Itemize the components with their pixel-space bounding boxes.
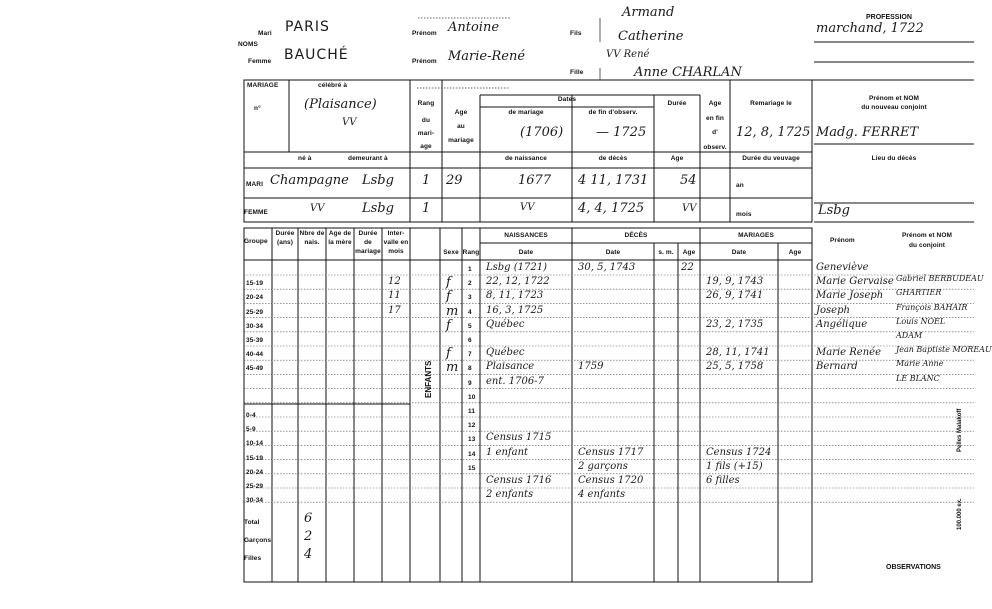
deces-age-header: Age <box>682 249 696 256</box>
age-fin-label-4: observ. <box>703 144 727 151</box>
sexe-header: Sexe <box>443 249 459 256</box>
rang-cell: 11 <box>468 408 476 415</box>
mariage-cell: 19, 9, 1743 <box>706 276 764 288</box>
rang-cell: 3 <box>468 294 472 302</box>
deces-cell: Census 1720 <box>578 475 644 486</box>
sm-header: s. m. <box>658 249 674 256</box>
group-label-top: 25-29 <box>246 308 264 316</box>
prenom-cell: Marie Joseph <box>816 290 884 302</box>
femme-surname: BAUCHÉ <box>284 47 349 63</box>
remariage-label: Remariage le <box>750 100 792 107</box>
mari-row-label: MARI <box>246 181 264 188</box>
conjoint-cell: François BAHAIR <box>896 302 968 312</box>
ne-a-label: né à <box>298 155 312 162</box>
mariage-cell: 1 fils (+15) <box>706 460 763 472</box>
mariage-place: (Plaisance) <box>304 97 377 112</box>
conjoint-cell: Jean Baptiste MOREAU <box>896 345 992 355</box>
mari-birthplace: Champagne <box>270 173 349 188</box>
femme-age-deces: VV <box>682 203 697 214</box>
rang-cell: 9 <box>468 379 472 387</box>
rang-cell: 5 <box>468 322 472 330</box>
lieu-deces: Lsbg <box>818 203 850 218</box>
rang-cell: 10 <box>468 393 476 401</box>
deces-cell: 30, 5, 1743 <box>578 262 636 273</box>
garcons-value: 2 <box>304 529 313 544</box>
rang-cell: 7 <box>468 351 472 359</box>
mariage-date-header: Date <box>731 249 747 256</box>
rang-cell: 15 <box>468 464 476 472</box>
naissances-header: NAISSANCES <box>504 232 548 239</box>
rang-cell: 6 <box>468 337 472 344</box>
mois-label: mois <box>736 211 752 218</box>
age-fin-label-1: Age <box>708 100 722 107</box>
interval-cell: 11 <box>388 290 401 302</box>
group-label-top: 35-39 <box>246 337 264 344</box>
rang-header: Rang <box>462 249 480 256</box>
duree-mariage-header-1: Durée <box>358 230 378 237</box>
naissance-cell: 22, 12, 1722 <box>486 276 550 288</box>
naissance-cell: ent. 1706-7 <box>486 375 544 387</box>
sexe-cell: m <box>446 303 459 319</box>
rang-label-4: age <box>420 143 432 150</box>
rang-label-3: mari- <box>417 130 435 137</box>
naissance-cell: Québec <box>486 318 525 330</box>
conjoint-cell: LE BLANC <box>896 373 940 383</box>
naissance-cell: 1 enfant <box>486 446 529 458</box>
mari-rang: 1 <box>422 173 431 188</box>
celebre-label: célébré à <box>318 82 348 89</box>
naissance-cell: Plaisance <box>486 361 535 373</box>
femme-birthplace: VV <box>310 203 325 214</box>
naissance-cell: Census 1716 <box>486 475 552 486</box>
age-mere-header-1: Age de <box>328 230 352 237</box>
duree-ans-header-1: Durée <box>275 230 295 237</box>
age-fin-label-2: en fin <box>706 115 724 122</box>
prenom-cell: Marie Renée <box>816 347 881 359</box>
conjoint-cell: GHARTIER <box>896 288 942 298</box>
sexe-cell: f <box>446 317 451 333</box>
prenom-nom-label-1: Prénom et NOM <box>868 95 920 102</box>
group-label-bottom: 30-34 <box>246 497 264 505</box>
mariage-cell: 26, 9, 1741 <box>706 290 764 302</box>
femme-label: Femme <box>248 58 272 65</box>
filles-value: 4 <box>304 547 313 562</box>
fils-parents-mother: Catherine <box>618 29 684 44</box>
lieu-deces-label: Lieu du décès <box>871 155 917 162</box>
mari-age: 29 <box>446 173 463 188</box>
group-label-bottom: 20-24 <box>246 468 264 476</box>
intervalle-header-3: mois <box>388 248 404 255</box>
duree-mariage-header-3: mariage <box>355 248 381 255</box>
mari-label: Mari <box>258 30 272 37</box>
mariage-cell: 23, 2, 1735 <box>706 318 764 330</box>
naissance-cell: Lsbg (1721) <box>486 262 548 273</box>
age-label-1: Age <box>454 109 468 116</box>
mari-residence: Lsbg <box>362 173 394 188</box>
nbre-nais-header-1: Nbre de <box>299 230 325 237</box>
mariage-age-header: Age <box>788 249 802 256</box>
rang-cell: 2 <box>468 280 472 288</box>
duree-label: Durée <box>667 100 687 107</box>
conjoint-cell: Marie Anne <box>896 359 944 369</box>
age-label-2: au <box>457 123 465 130</box>
duree-mariage-header-2: de <box>364 239 372 246</box>
mariage-date: (1706) <box>520 125 564 140</box>
deces-age-cell: 22 <box>681 262 694 273</box>
group-label-top: 45-49 <box>246 365 264 373</box>
duree-ans-header-2: (ans) <box>276 239 294 246</box>
mari-naissance: 1677 <box>518 173 552 188</box>
age-col-label: Age <box>670 155 684 162</box>
group-label-top: 40-44 <box>246 351 264 359</box>
intervalle-header-2: valle en <box>383 239 409 246</box>
fils-label: Fils <box>570 30 582 37</box>
interval-cell: 12 <box>388 276 401 288</box>
naissance-cell: 16, 3, 1725 <box>486 304 544 316</box>
age-mere-header-2: la mère <box>328 239 352 246</box>
mari-surname: PARIS <box>285 19 330 35</box>
prenom-cell: Marie Gervaise <box>816 276 894 288</box>
group-label-bottom: 25-29 <box>246 483 264 490</box>
rang-label-1: Rang <box>417 100 435 107</box>
deces-cell: 1759 <box>578 361 604 373</box>
dates-label: Dates <box>557 96 577 103</box>
copies-imprint: 100.000 ex. <box>957 498 963 530</box>
fin-observ-label: de fin d'observ. <box>588 109 638 116</box>
prenom-nom-label-2: du nouveau conjoint <box>861 104 927 111</box>
group-label-top: 20-24 <box>246 294 264 302</box>
femme-firstname: Marie-René <box>448 49 526 64</box>
de-mariage-label: de mariage <box>508 109 544 116</box>
age-fin-label-3: d' <box>712 129 718 136</box>
duree-veuvage-label: Durée du veuvage <box>742 155 800 162</box>
rang-cell: 14 <box>468 450 476 458</box>
group-label-bottom: 0-4 <box>246 412 256 419</box>
observations-label: OBSERVATIONS <box>886 564 941 571</box>
filles-label: Filles <box>244 555 262 562</box>
mariage-cell: 25, 5, 1758 <box>706 361 764 373</box>
femme-deces: 4, 4, 1725 <box>578 201 645 216</box>
enfants-side-label: ENFANTS <box>424 360 433 398</box>
naissance-cell: 8, 11, 1723 <box>486 290 544 302</box>
fille-parents: Anne CHARLAN <box>634 65 742 80</box>
rang-cell: 8 <box>468 365 472 373</box>
mariages-header: MARIAGES <box>738 232 774 239</box>
naissance-cell: Census 1715 <box>486 432 552 444</box>
interval-cell: 17 <box>388 304 401 316</box>
femme-naissance: VV <box>520 202 535 213</box>
mari-firstname: Antoine <box>448 20 500 35</box>
prenom-nom-header-2: du conjoint <box>908 242 946 249</box>
mari-age-deces: 54 <box>680 173 697 188</box>
conjoint-cell: Gabriel BERBUDEAU <box>896 274 984 284</box>
sexe-cell: m <box>446 360 459 376</box>
age-label-3: mariage <box>448 137 474 144</box>
mariage-label: MARIAGE <box>247 82 279 89</box>
conjoint-cell: ADAM <box>896 331 923 340</box>
demeurant-label: demeurant à <box>348 155 388 162</box>
prenom-cell: Bernard <box>816 361 858 373</box>
profession-label: PROFESSION <box>866 14 912 21</box>
group-label-top: 30-34 <box>246 322 264 330</box>
prenom-cell: Geneviève <box>816 262 869 273</box>
deces-cell: 2 garçons <box>578 460 628 472</box>
femme-prenom-label: Prénom <box>412 58 437 65</box>
prenom-nom-header-1: Prénom et NOM <box>901 232 953 239</box>
nouveau-conjoint: Madg. FERRET <box>816 125 919 140</box>
remariage-date: 12, 8, 1725 <box>736 125 811 140</box>
sexe-cell: f <box>446 346 451 362</box>
noms-label: NOMS <box>238 41 258 48</box>
mari-prenom-label: Prénom <box>412 30 437 37</box>
nbre-nais-header-2: nais. <box>304 239 320 246</box>
naissance-label: de naissance <box>504 155 548 162</box>
deces-date-header: Date <box>605 249 621 256</box>
deces-cell: Census 1717 <box>578 446 644 458</box>
mariage-place-note: VV <box>342 117 357 128</box>
prenom-cell: Joseph <box>816 304 850 316</box>
rang-cell: 4 <box>468 308 472 316</box>
mari-deces: 4 11, 1731 <box>578 173 649 188</box>
femme-rang: 1 <box>422 201 431 216</box>
no-label: n° <box>254 105 261 112</box>
prenom-header: Prénom <box>830 237 855 244</box>
naissance-cell: Québec <box>486 347 525 359</box>
group-label-top: 15-19 <box>246 280 264 288</box>
group-label-bottom: 10-14 <box>246 440 264 448</box>
rang-cell: 12 <box>468 422 476 430</box>
rang-cell: 13 <box>468 436 476 444</box>
naissance-cell: 2 enfants <box>486 489 534 501</box>
sexe-cell: f <box>446 275 451 291</box>
group-label-bottom: 15-19 <box>246 454 264 462</box>
groupe-header: Groupe <box>244 238 268 245</box>
deces-label: de décès <box>598 155 628 162</box>
garcons-label: Garçons <box>244 537 272 544</box>
naissance-date-header: Date <box>518 249 534 256</box>
group-label-bottom: 5-9 <box>246 426 256 434</box>
conjoint-cell: Louis NOEL <box>896 316 946 326</box>
total-value: 6 <box>304 511 313 526</box>
fille-label: Fille <box>570 69 584 76</box>
rang-cell: 1 <box>468 266 472 273</box>
prenom-cell: Angélique <box>816 318 868 330</box>
deces-cell: 4 enfants <box>578 489 626 501</box>
rang-label-2: du <box>421 117 431 124</box>
sexe-cell: f <box>446 289 451 305</box>
mariage-cell: 6 filles <box>706 475 740 486</box>
an-label: an <box>736 182 744 189</box>
intervalle-header-1: Inter- <box>387 230 405 237</box>
fils-parents-father: Armand <box>622 5 675 20</box>
profession-value: marchand, 1722 <box>816 21 924 36</box>
deces-header: DÉCÈS <box>624 232 648 239</box>
mariage-cell: 28, 11, 1741 <box>706 347 770 359</box>
femme-row-label: FEMME <box>244 209 268 216</box>
femme-residence: Lsbg <box>362 201 394 216</box>
total-label: Total <box>244 519 260 526</box>
fils-parents-note: VV René <box>606 49 650 60</box>
printer-imprint: Pelles Malakoff <box>957 408 963 452</box>
fin-observ-date: — 1725 <box>596 125 647 140</box>
mariage-cell: Census 1724 <box>706 446 772 458</box>
